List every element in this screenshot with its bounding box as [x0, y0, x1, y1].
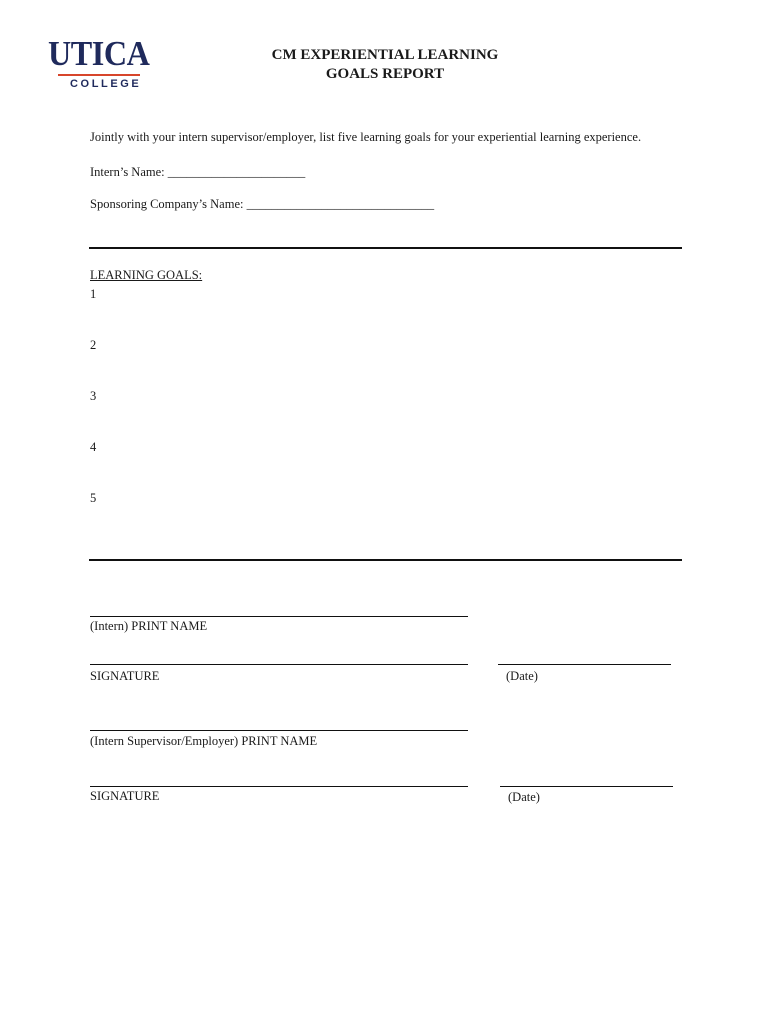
intern-signature-line[interactable]: [90, 664, 468, 665]
supervisor-date-line[interactable]: [500, 786, 673, 787]
intern-name-field[interactable]: Intern’s Name: ______________________: [90, 165, 306, 179]
supervisor-print-name-label: (Intern Supervisor/Employer) PRINT NAME: [90, 734, 318, 748]
intern-print-name-line[interactable]: [90, 616, 468, 617]
learning-goals-heading: LEARNING GOALS:: [90, 268, 203, 282]
intern-date-label: (Date): [506, 669, 538, 683]
intern-date-line[interactable]: [498, 664, 671, 665]
report-title-line2: GOALS REPORT: [325, 66, 445, 82]
supervisor-signature-line[interactable]: [90, 786, 468, 787]
section-divider-top: [89, 247, 682, 249]
supervisor-date-label: (Date): [508, 790, 540, 804]
company-name-field[interactable]: Sponsoring Company’s Name: ______________________________: [90, 197, 435, 211]
goal-number-1: 1: [90, 287, 97, 301]
goal-number-3: 3: [90, 389, 97, 403]
logo-subtitle: COLLEGE: [70, 78, 142, 90]
goal-number-5: 5: [90, 491, 97, 505]
intern-signature-label: SIGNATURE: [90, 669, 160, 683]
goal-number-2: 2: [90, 338, 97, 352]
logo-accent-bar: [58, 74, 140, 76]
report-title-line1: CM EXPERIENTIAL LEARNING: [271, 47, 499, 63]
intro-text: Jointly with your intern supervisor/employer, list five learning goals for your experiential learning experience.: [90, 130, 642, 144]
supervisor-signature-label: SIGNATURE: [90, 789, 160, 803]
goal-number-4: 4: [90, 440, 97, 454]
section-divider-bottom: [89, 559, 682, 561]
intern-print-name-label: (Intern) PRINT NAME: [90, 619, 208, 633]
supervisor-print-name-line[interactable]: [90, 730, 468, 731]
logo-wordmark: UTICA: [48, 34, 150, 73]
